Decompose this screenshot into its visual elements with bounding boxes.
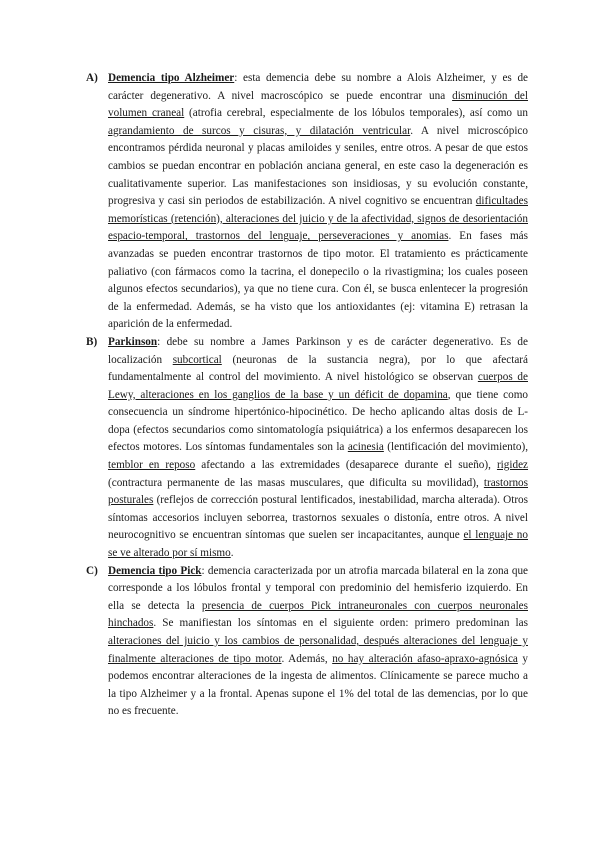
underlined-text: alteraciones del juicio y los cambios de personalidad, después alteraciones del lenguaje y finalmente alteraciones de tipo motor (108, 635, 528, 665)
underlined-text: rigidez (496, 459, 529, 472)
text-run: y podemos encontrar alteraciones de la ingesta de alimentos. Clínicamente se parece mucho a la tipo Alzheimer y a la frontal. Apenas supone el 1% del total de las demencias, por lo que no es frecuente. (108, 652, 529, 718)
text-run: (neuronas de la sustancia negra), por lo que afectará fundamentalmente al control del movimiento. A nivel histológico se observan (108, 353, 528, 384)
item-body (108, 563, 528, 721)
underlined-text: disminución del volumen craneal (108, 89, 529, 120)
list-marker: C) (86, 564, 98, 577)
text-run: afectando a las extremidades (desaparece durante el sueño), (195, 459, 497, 472)
underlined-text: agrandamiento de surcos y cisuras, y dilatación ventricular (108, 124, 411, 137)
text-run: . En fases más avanzadas se pueden encontrar trastornos de tipo motor. El tratamiento es prácticamente paliativo (con fármacos como la tacrina, el donepecilo o la rivastigmina; los cuales poseen algunos efectos secundarios), ya que no tiene cura. Con él, se busca enlentecer la progresión de la enfermedad. Además, se ha visto que los antioxidantes (ej: vitamina E) retrasan la aparición de la enfermedad. (108, 230, 528, 331)
list-marker: B) (86, 335, 98, 348)
underlined-text: no hay alteración afaso-apraxo-agnósica (332, 652, 518, 665)
text-run: : esta demencia debe su nombre a Alois Alzheimer, y es de carácter degenerativo. A nivel macroscópico se puede encontrar una (108, 72, 528, 102)
item-term: Parkinson (108, 335, 158, 348)
list-item-parkinson (86, 334, 528, 563)
text-run: : debe su nombre a James Parkinson y es de carácter degenerativo. Es de localización (108, 335, 528, 366)
underlined-text: cuerpos de Lewy, alteraciones en los ganglios de la base y un déficit de dopamina (108, 371, 528, 401)
text-run: . Además, (281, 652, 333, 665)
underlined-text: acinesia (347, 441, 384, 454)
item-term: Demencia tipo Pick (108, 564, 202, 577)
item-body (108, 334, 528, 563)
text-run: . Se manifiestan los síntomas en el siguiente orden: primero predominan las (153, 617, 528, 630)
underlined-text: dificultades memorísticas (retención), alteraciones del juicio y de la afectividad, signos de desorientación espacio-temporal, trastornos del lenguaje, perseveraciones y anomias (108, 195, 528, 243)
list-item-alzheimer (86, 70, 528, 334)
text-run: , que tiene como consecuencia un síndrome hipertónico-hipocinético. De hecho aplicando altas dosis de L-dopa (efectos secundarios como sintomatología psiquiátrica) a los enfermos desaparecen los efectos motores. Los síntomas fundamentales son la (108, 388, 529, 454)
text-run: . A nivel microscópico encontramos pérdida neuronal y placas amiloides y seniles, entre otros. A pesar de que estos cambios se puedan encontrar en población anciana general, en este caso la degeneración es cualitativamente superior. Las manifestaciones son insidiosas, y su evolución constante, progresiva y casi sin periodos de estabilización. A nivel cognitivo se encuentran (108, 124, 528, 208)
text-run: : demencia caracterizada por un atrofia marcada bilateral en la zona que corresponde a los lóbulos frontal y temporal con predominio del hemisferio izquierdo. En ella se detecta la (108, 564, 529, 612)
text-run: (atrofia cerebral, especialmente de los lóbulos temporales), así como un (184, 107, 528, 120)
text-run: (reflejos de corrección postural lentificados, inestabilidad, marcha alterada). Otros síntomas accesorios incluyen seborrea, trastornos sexuales o distonía, entre otros. A nivel neurocognitivo se encuentran síntomas que suelen ser incapacitantes, aunque (108, 494, 528, 542)
text-run: . (230, 547, 234, 560)
underlined-text: presencia de cuerpos Pick intraneuronales con cuerpos neuronales hinchados (108, 599, 528, 630)
underlined-text: trastornos posturales (108, 476, 528, 507)
text-run: (contractura permanente de las masas musculares, que dificulta su movilidad), (108, 476, 484, 489)
text-run: (lentificación del movimiento), (383, 441, 528, 454)
underlined-text: temblor en reposo (108, 459, 196, 472)
dementia-list (86, 70, 528, 721)
list-item-pick (86, 563, 528, 721)
item-body (108, 70, 528, 334)
item-term: Demencia tipo Alzheimer (108, 72, 235, 84)
underlined-text: subcortical (172, 353, 222, 366)
list-marker: A) (86, 72, 98, 84)
underlined-text: el lenguaje no se ve alterado por sí mismo (108, 529, 528, 560)
